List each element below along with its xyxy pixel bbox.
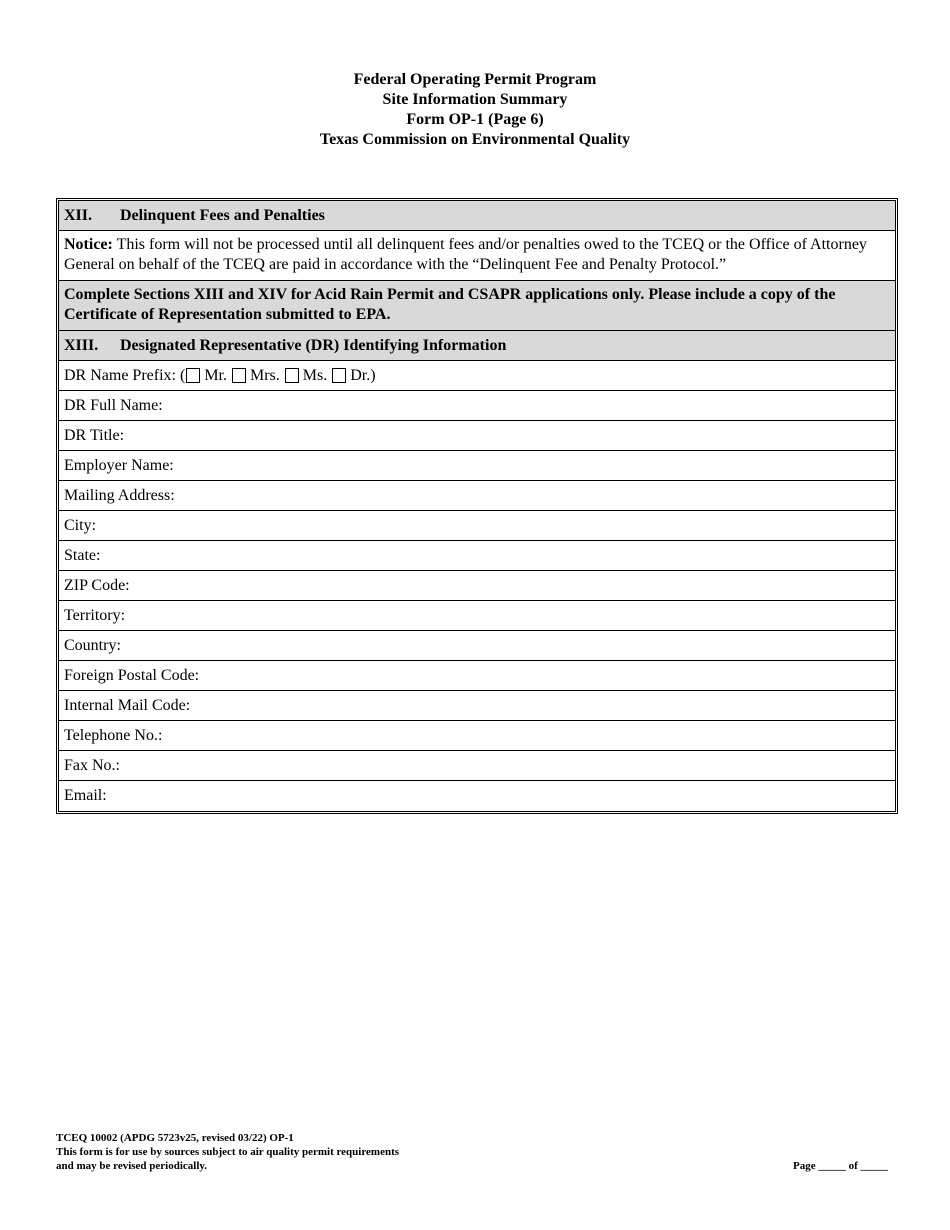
field-country[interactable]: Country: (59, 631, 895, 661)
form-header (0, 70, 950, 150)
footer-usage-note: This form is for use by sources subject to air quality permit requirements (56, 1146, 400, 1158)
field-email[interactable]: Email: (64, 787, 107, 804)
field-internal-mail-code[interactable]: Internal Mail Code: (59, 691, 895, 721)
field-dr-title[interactable]: DR Title: (59, 421, 895, 451)
checkbox-mrs[interactable] (232, 368, 246, 383)
agency-name: Texas Commission on Environmental Quality (319, 131, 631, 148)
option-mr: Mr. (204, 366, 227, 384)
section-xiii-header (59, 331, 895, 361)
section-xii-header (59, 201, 895, 231)
notice-row (59, 231, 895, 281)
summary-title: Site Information Summary (382, 91, 568, 108)
section-number: XIII. (64, 336, 99, 354)
field-employer-name[interactable]: Employer Name: (59, 451, 895, 481)
field-state[interactable]: State: (59, 541, 895, 571)
option-ms: Ms. (302, 366, 328, 384)
field-city[interactable]: City: (59, 511, 895, 541)
field-fax[interactable]: Fax No.: (59, 751, 895, 781)
field-territory[interactable]: Territory: (59, 601, 895, 631)
field-mailing-address[interactable]: Mailing Address: (59, 481, 895, 511)
page-number: Page _____ of _____ (792, 1160, 888, 1172)
field-foreign-postal-code[interactable]: Foreign Postal Code: (59, 661, 895, 691)
dr-name-prefix-row (59, 361, 895, 391)
option-dr: Dr.) (350, 366, 376, 384)
program-title: Federal Operating Permit Program (353, 71, 597, 88)
section-title: Designated Representative (DR) Identifying Information (120, 336, 507, 354)
notice-label: Notice: (64, 236, 113, 253)
footer-revision-note: and may be revised periodically. (56, 1160, 208, 1172)
checkbox-ms[interactable] (285, 368, 299, 383)
instruction-row: Complete Sections XIII and XIV for Acid Rain Permit and CSAPR applications only. Please include a copy of the Certificate of Representation submitted to EPA. (59, 281, 895, 331)
prefix-label: DR Name Prefix: ( (64, 366, 186, 384)
field-telephone[interactable]: Telephone No.: (59, 721, 895, 751)
footer-form-id: TCEQ 10002 (APDG 5723v25, revised 03/22) OP-1 (56, 1132, 294, 1144)
section-title: Delinquent Fees and Penalties (120, 206, 325, 224)
option-mrs: Mrs. (249, 366, 280, 384)
section-number: XII. (64, 206, 93, 224)
notice-text: This form will not be processed until all delinquent fees and/or penalties owed to the TCEQ or the Office of Attorney General on behalf of the TCEQ are paid in accordance with the “Delinquent Fee and Penalty Protocol.” (64, 236, 867, 273)
footer-form-info (56, 1131, 399, 1173)
form-table (56, 198, 898, 814)
checkbox-mr[interactable] (186, 368, 200, 383)
field-zip-code[interactable]: ZIP Code: (59, 571, 895, 601)
form-page-title: Form OP-1 (Page 6) (406, 111, 544, 128)
checkbox-dr[interactable] (332, 368, 346, 383)
field-dr-full-name[interactable]: DR Full Name: (59, 391, 895, 421)
